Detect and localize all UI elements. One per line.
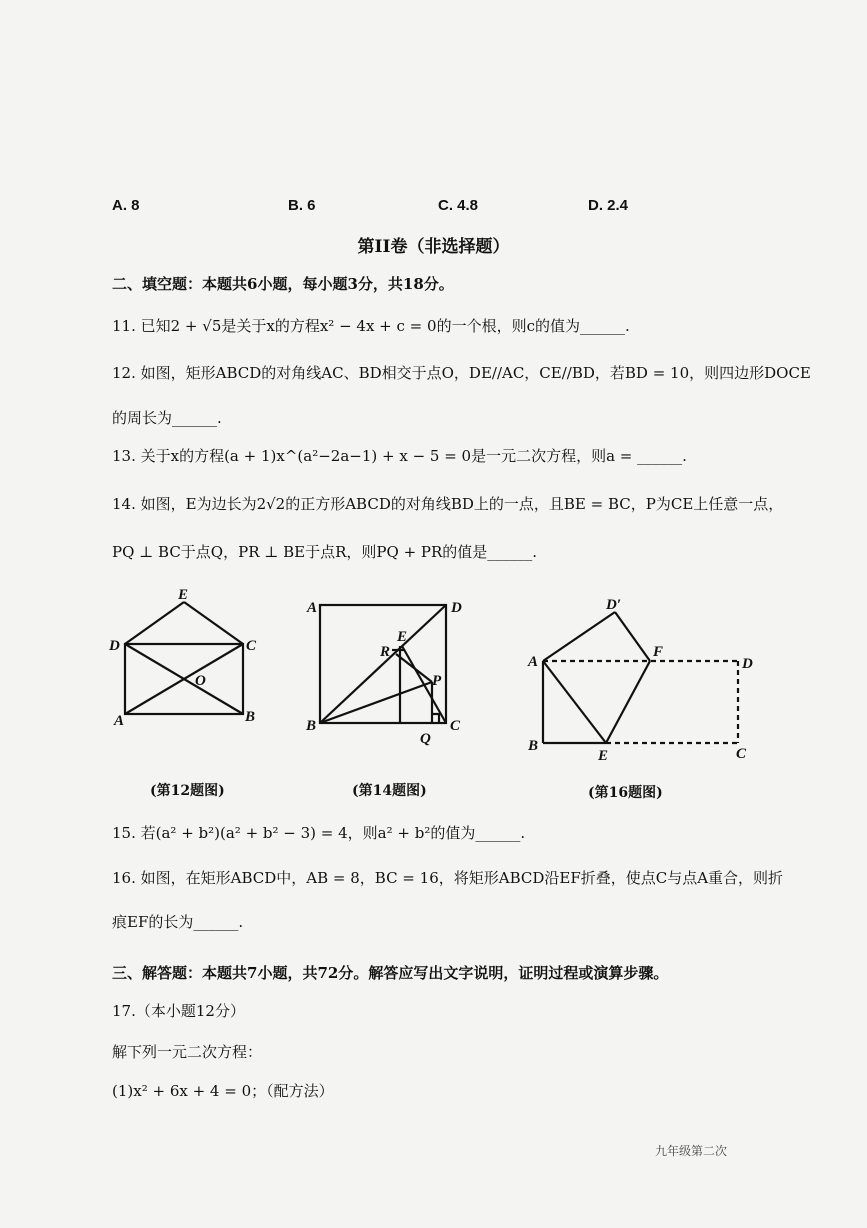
fig14-label-c: C: [450, 718, 461, 734]
option-b: B. 6: [288, 197, 316, 214]
fig16-label-e: E: [598, 748, 609, 764]
question-13: 13. 关于x的方程(a + 1)x^(a²−2a−1) + x − 5 = 0是一元二次方程，则a = ______.: [112, 447, 687, 465]
part2-header: 二、填空题：本题共6小题，每小题3分，共18分。: [112, 275, 454, 293]
question-16-line2: 痕EF的长为______.: [112, 913, 244, 931]
question-15: 15. 若(a² + b²)(a² + b² − 3) = 4，则a² + b²的值为______.: [112, 824, 526, 842]
question-17-title: 17.（本小题12分）: [112, 1002, 245, 1020]
section-title: 第II卷（非选择题）: [357, 237, 510, 257]
caption-fig14: (第14题图): [352, 783, 427, 799]
page-footer: 九年级第二次: [655, 1144, 728, 1158]
question-12-line1: 12. 如图，矩形ABCD的对角线AC、BD相交于点O，DE//AC，CE//BD，若BD = 10，则四边形DOCE: [112, 364, 811, 382]
part3-header: 三、解答题：本题共7小题，共72分。解答应写出文字说明，证明过程或演算步骤。: [112, 964, 669, 982]
fig14-label-a: A: [307, 600, 318, 616]
fig14-label-d: D: [451, 600, 462, 616]
fig12-label-d: D: [109, 638, 120, 654]
question-16-line1: 16. 如图，在矩形ABCD中，AB = 8，BC = 16，将矩形ABCD沿EF折叠，使点C与点A重合，则折: [112, 869, 784, 887]
question-11: 11. 已知2 + √5是关于x的方程x² − 4x + c = 0的一个根，则c的值为______.: [112, 317, 630, 335]
fig14-label-q: Q: [420, 731, 431, 747]
figure-16: [520, 590, 760, 765]
fig16-label-f: F: [653, 644, 664, 660]
fig14-label-b: B: [306, 718, 317, 734]
question-14-line1: 14. 如图，E为边长为2√2的正方形ABCD的对角线BD上的一点，且BE = BC，P为CE上任意一点，: [112, 495, 784, 513]
fig14-label-p: P: [432, 673, 442, 689]
figure-14: [300, 590, 480, 750]
figure-12: [100, 580, 275, 740]
caption-fig12: (第12题图): [150, 783, 225, 799]
fig12-label-e: E: [178, 587, 189, 603]
option-d: D. 2.4: [588, 197, 629, 214]
fig16-label-b: B: [528, 738, 539, 754]
fig16-label-a: A: [528, 654, 539, 670]
fig12-label-b: B: [245, 709, 256, 725]
fig16-label-c: C: [736, 746, 747, 762]
fig16-label-dprime: D′: [606, 597, 622, 613]
fig12-label-o: O: [195, 673, 206, 689]
fig12-label-c: C: [246, 638, 257, 654]
question-14-line2: PQ ⊥ BC于点Q，PR ⊥ BE于点R，则PQ + PR的值是______.: [112, 543, 538, 561]
option-a: A. 8: [112, 197, 140, 214]
question-17-intro: 解下列一元二次方程：: [112, 1043, 263, 1061]
fig14-label-e: E: [397, 629, 408, 645]
option-c: C. 4.8: [438, 197, 479, 214]
question-17-part1: (1)x² + 6x + 4 = 0；（配方法）: [112, 1082, 334, 1100]
fig12-label-a: A: [114, 713, 125, 729]
question-12-line2: 的周长为______.: [112, 409, 222, 427]
fig14-label-r: R: [380, 644, 391, 660]
fig16-label-d: D: [742, 656, 753, 672]
caption-fig16: (第16题图): [588, 785, 663, 801]
